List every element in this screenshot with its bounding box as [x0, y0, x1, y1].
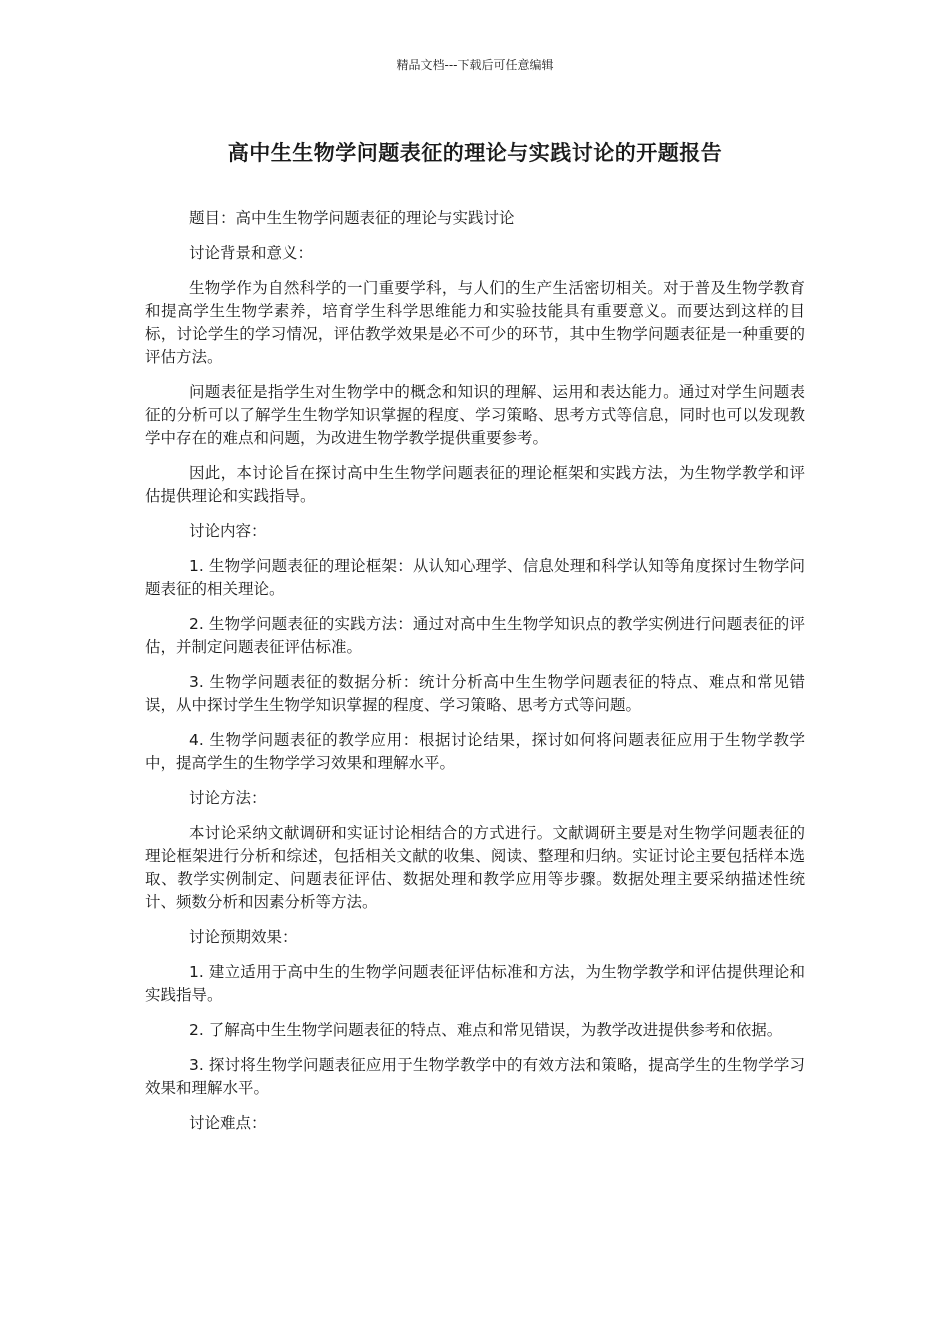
- list-item: 1. 建立适用于高中生的生物学问题表征评估标准和方法，为生物学教学和评估提供理论和实践指导。: [145, 963, 805, 1004]
- list-item: 4. 生物学问题表征的教学应用：根据讨论结果，探讨如何将问题表征应用于生物学教学中，提高学生的生物学学习效果和理解水平。: [145, 731, 805, 772]
- list-item: 2. 生物学问题表征的实践方法：通过对高中生生物学知识点的教学实例进行问题表征的评估，并制定问题表征评估标准。: [145, 615, 805, 656]
- list-item: 1. 生物学问题表征的理论框架：从认知心理学、信息处理和科学认知等角度探讨生物学问题表征的相关理论。: [145, 557, 805, 598]
- paragraph: 因此，本讨论旨在探讨高中生生物学问题表征的理论框架和实践方法，为生物学教学和评估提供理论和实践指导。: [145, 464, 805, 505]
- page-header: 精品文档---下载后可任意编辑: [396, 58, 554, 72]
- section-heading-content: 讨论内容：: [189, 522, 267, 540]
- paragraph: 生物学作为自然科学的一门重要学科，与人们的生产生活密切相关。对于普及生物学教育和提高学生生物学素养，培育学生科学思维能力和实验技能具有重要意义。而要达到这样的目标，讨论学生的学习情况，评估教学效果是必不可少的环节，其中生物学问题表征是一种重要的评估方法。: [145, 279, 805, 366]
- document-body: [145, 207, 805, 1147]
- paragraph: 问题表征是指学生对生物学中的概念和知识的理解、运用和表达能力。通过对学生问题表征的分析可以了解学生生物学知识掌握的程度、学习策略、思考方式等信息，同时也可以发现教学中存在的难点和问题，为改进生物学教学提供重要参考。: [145, 383, 805, 447]
- section-heading-expected-results: 讨论预期效果：: [189, 928, 298, 946]
- list-item: 3. 探讨将生物学问题表征应用于生物学教学中的有效方法和策略，提高学生的生物学学习效果和理解水平。: [145, 1056, 805, 1097]
- section-heading-background: 讨论背景和意义：: [189, 244, 314, 262]
- topic-line: 题目：高中生生物学问题表征的理论与实践讨论: [189, 209, 515, 227]
- document-title: 高中生生物学问题表征的理论与实践讨论的开题报告: [227, 141, 723, 165]
- paragraph: 本讨论采纳文献调研和实证讨论相结合的方式进行。文献调研主要是对生物学问题表征的理论框架进行分析和综述，包括相关文献的收集、阅读、整理和归纳。实证讨论主要包括样本选取、教学实例制定、问题表征评估、数据处理和教学应用等步骤。数据处理主要采纳描述性统计、频数分析和因素分析等方法。: [145, 824, 805, 911]
- list-item: 2. 了解高中生生物学问题表征的特点、难点和常见错误，为教学改进提供参考和依据。: [189, 1021, 783, 1039]
- list-item: 3. 生物学问题表征的数据分析：统计分析高中生生物学问题表征的特点、难点和常见错误，从中探讨学生生物学知识掌握的程度、学习策略、思考方式等问题。: [145, 673, 805, 714]
- section-heading-method: 讨论方法：: [189, 789, 267, 807]
- section-heading-difficulties: 讨论难点：: [189, 1114, 267, 1132]
